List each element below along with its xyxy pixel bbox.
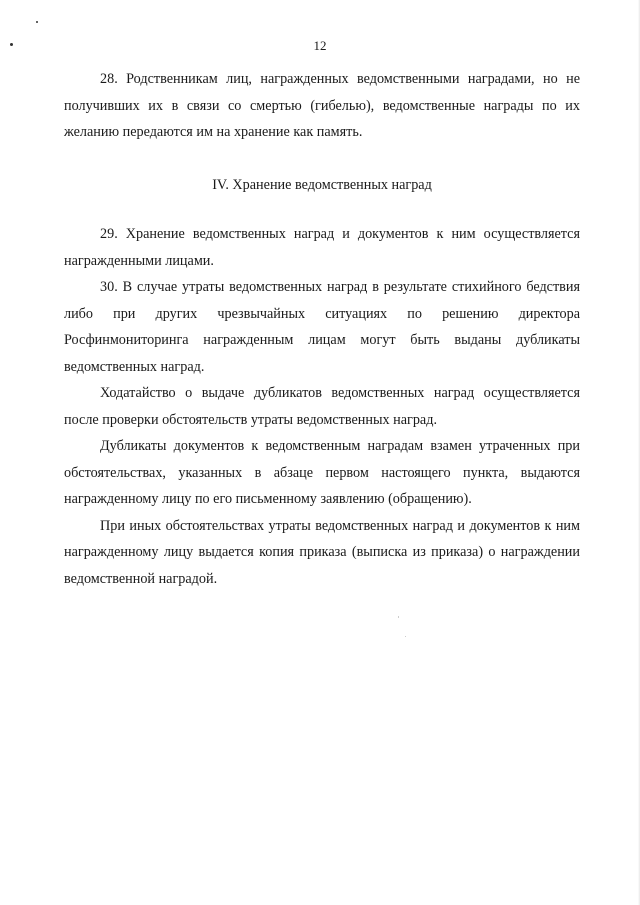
- scan-speck: [405, 636, 406, 637]
- page-number: 12: [313, 38, 327, 53]
- scan-speck: [36, 21, 38, 23]
- scan-speck: [398, 616, 399, 618]
- section-heading: IV. Хранение ведомственных наград: [212, 177, 432, 193]
- section-body: [64, 221, 580, 592]
- paragraph-28-block: [64, 66, 580, 146]
- paragraph-30-other: При иных обстоятельствах утраты ведомственных наград и документов к ним награжденному лицу выдается копия приказа (выписка из приказа) о награждении ведомственной наградой.: [64, 517, 580, 587]
- paragraph-30: 30. В случае утраты ведомственных наград в результате стихийного бедствия либо при других чрезвычайных ситуациях по решению директора Росфинмониторинга награжденным лицам могут быть выданы дубликаты ведомственных наград.: [64, 279, 580, 375]
- paragraph-30-petition: Ходатайство о выдаче дубликатов ведомственных наград осуществляется после проверки обстоятельств утраты ведомственных наград.: [64, 385, 580, 428]
- section-heading-block: [64, 172, 580, 199]
- paragraph-28: 28. Родственникам лиц, награжденных ведомственными наградами, но не получивших их в связи со смертью (гибелью), ведомственные награды по их желанию передаются им на хранение как память.: [64, 71, 580, 140]
- paragraph-29: 29. Хранение ведомственных наград и документов к ним осуществляется награжденными лицами.: [64, 226, 580, 269]
- paragraph-30-duplicates: Дубликаты документов к ведомственным наградам взамен утраченных при обстоятельствах, указанных в абзаце первом настоящего пункта, выдаются награжденному лицу по его письменному заявлению (обращению).: [64, 438, 580, 507]
